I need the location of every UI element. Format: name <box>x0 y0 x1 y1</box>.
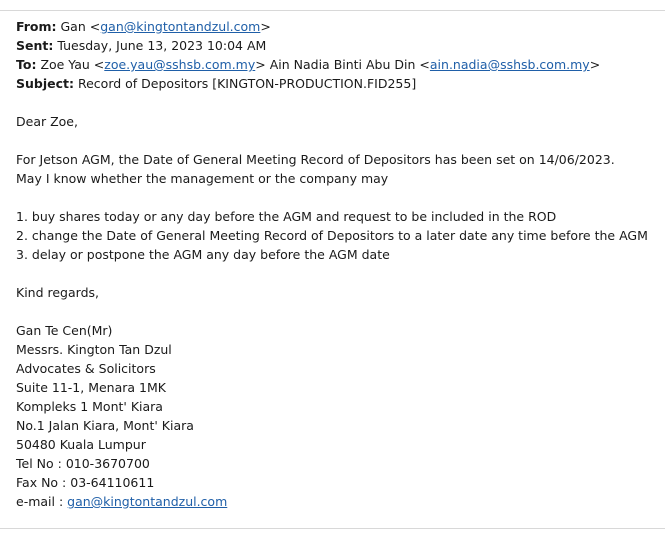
subject-label: Subject: <box>16 76 74 91</box>
closing: Kind regards, <box>16 285 99 300</box>
paragraph-line-1: For Jetson AGM, the Date of General Meeting Record of Depositors has been set on 14/06/2023. <box>16 152 615 167</box>
bottom-divider <box>0 528 665 529</box>
to-label: To: <box>16 57 37 72</box>
top-divider <box>0 10 665 11</box>
tel-label: Tel No : <box>16 456 62 471</box>
from-line: From: Gan <gan@kingtontandzul.com> <box>16 19 271 34</box>
signature-email-link[interactable]: gan@kingtontandzul.com <box>67 494 228 509</box>
signature-fax <box>16 473 661 492</box>
to-line: To: Zoe Yau <zoe.yau@sshsb.com.my> Ain Nadia Binti Abu Din <ain.nadia@sshsb.com.my> <box>16 57 601 72</box>
greeting: Dear Zoe, <box>16 114 78 129</box>
signature-firm: Messrs. Kington Tan Dzul <box>16 342 172 357</box>
signature-title: Advocates & Solicitors <box>16 361 156 376</box>
from-email-link[interactable]: gan@kingtontandzul.com <box>100 19 261 34</box>
to-email-link-2[interactable]: ain.nadia@sshsb.com.my <box>429 57 590 72</box>
to-name-2: Ain Nadia Binti Abu Din <box>269 57 416 72</box>
to-email-link-1[interactable]: zoe.yau@sshsb.com.my <box>104 57 256 72</box>
signature-tel <box>16 454 661 473</box>
sent-value: Tuesday, June 13, 2023 10:04 AM <box>57 38 267 53</box>
from-label: From: <box>16 19 57 34</box>
to-name-1: Zoe Yau <box>40 57 90 72</box>
signature-email <box>16 492 661 511</box>
option-item-1: 1. buy shares today or any day before the AGM and request to be included in the ROD <box>16 209 557 224</box>
signature-address-3: No.1 Jalan Kiara, Mont' Kiara <box>16 418 194 433</box>
from-name: Gan <box>60 19 86 34</box>
email-message <box>16 17 661 511</box>
option-item-2: 2. change the Date of General Meeting Record of Depositors to a later date any time before the AGM <box>16 228 648 243</box>
fax-value: 03-64110611 <box>70 475 155 490</box>
sent-label: Sent: <box>16 38 54 53</box>
email-label: e-mail : <box>16 494 64 509</box>
subject-line <box>16 74 661 93</box>
option-item-3: 3. delay or postpone the AGM any day before the AGM date <box>16 247 390 262</box>
paragraph-line-2: May I know whether the management or the company may <box>16 171 389 186</box>
signature-address-2: Kompleks 1 Mont' Kiara <box>16 399 163 414</box>
fax-label: Fax No : <box>16 475 67 490</box>
subject-value: Record of Depositors [KINGTON-PRODUCTION.FID255] <box>77 76 417 91</box>
sent-line <box>16 36 661 55</box>
tel-value: 010-3670700 <box>65 456 150 471</box>
signature-name: Gan Te Cen(Mr) <box>16 323 113 338</box>
signature-address-1: Suite 11-1, Menara 1MK <box>16 380 166 395</box>
signature-address-4: 50480 Kuala Lumpur <box>16 437 146 452</box>
